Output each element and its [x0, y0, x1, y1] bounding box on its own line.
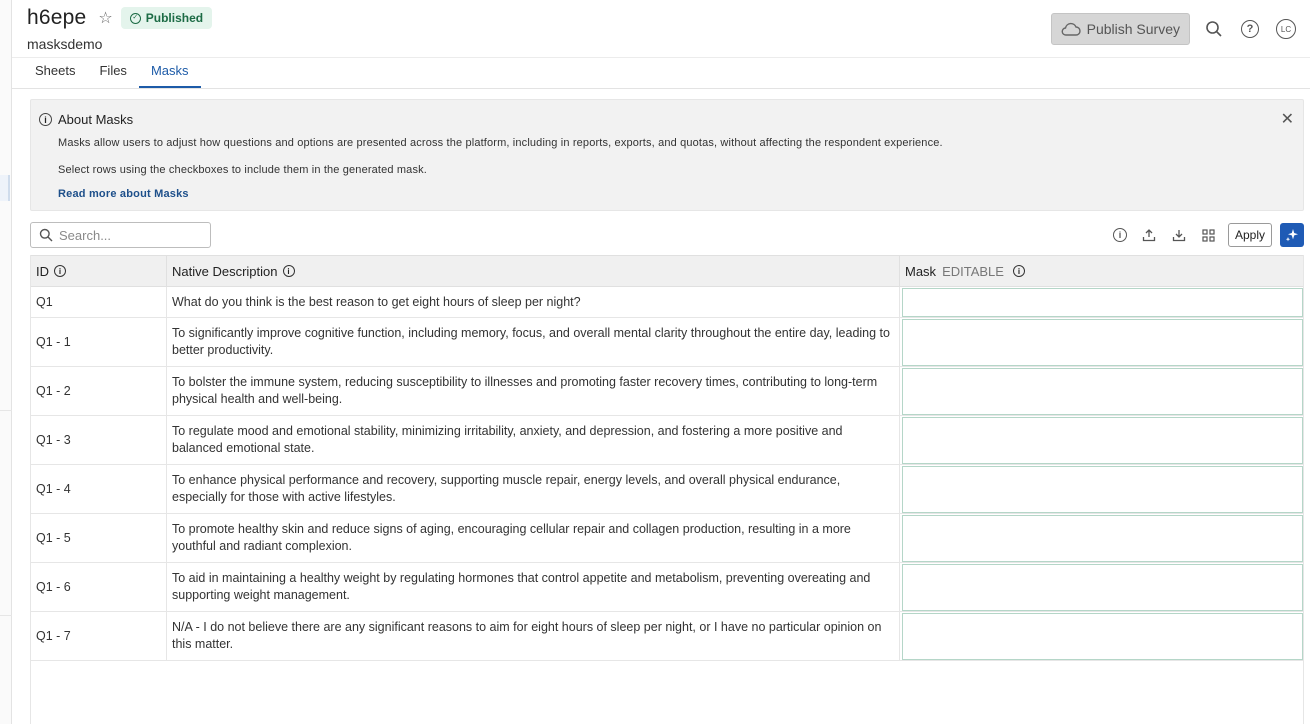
table-row[interactable]: [31, 563, 1303, 612]
about-masks-text: Masks allow users to adjust how questions and options are presented across the platform, including in reports, exports, and quotas, without affecting the respondent experience.: [58, 137, 943, 149]
avatar[interactable]: LC: [1274, 17, 1298, 41]
row-id: Q1 - 1: [31, 318, 167, 366]
grid-view-icon[interactable]: [1198, 224, 1220, 246]
row-id: Q1 - 5: [31, 514, 167, 562]
row-description: To enhance physical performance and recovery, supporting muscle repair, energy levels, and overall physical endurance, especially for those with active lifestyles.: [167, 465, 900, 513]
row-id: Q1 - 7: [31, 612, 167, 660]
rail-active-marker: [0, 175, 10, 201]
table-row[interactable]: [31, 416, 1303, 465]
table-row[interactable]: [31, 514, 1303, 563]
search-box: [30, 222, 211, 248]
mask-input-cell[interactable]: [902, 417, 1303, 464]
tab-sheets[interactable]: Sheets: [35, 63, 76, 78]
editable-tag: EDITABLE: [942, 263, 1004, 279]
mask-input-cell[interactable]: [902, 564, 1303, 611]
status-badge-label: Published: [145, 11, 204, 25]
about-masks-title: [39, 112, 133, 127]
row-id: Q1 - 4: [31, 465, 167, 513]
table-row[interactable]: [31, 465, 1303, 514]
col-header-id-label: ID: [36, 263, 49, 279]
download-icon[interactable]: [1168, 224, 1190, 246]
about-masks-hint: Select rows using the checkboxes to include them in the generated mask.: [58, 164, 427, 176]
col-header-mask[interactable]: [900, 256, 1303, 286]
mask-input-cell[interactable]: [902, 515, 1303, 562]
info-icon[interactable]: i: [283, 265, 295, 277]
search-input[interactable]: [59, 228, 199, 243]
col-header-id[interactable]: [31, 256, 167, 286]
grid-tools: [1108, 222, 1304, 248]
project-name: masksdemo: [27, 36, 103, 52]
row-description: To regulate mood and emotional stability, minimizing irritability, anxiety, and depression, and fostering a more positive and balanced emotional state.: [167, 416, 900, 464]
row-description: N/A - I do not believe there are any significant reasons to aim for eight hours of sleep per night, or I have no particular opinion on this matter.: [167, 612, 900, 660]
row-id: Q1 - 3: [31, 416, 167, 464]
star-icon[interactable]: ☆: [98, 10, 113, 27]
publish-survey-button[interactable]: [1051, 13, 1190, 45]
row-description: To promote healthy skin and reduce signs of aging, encouraging cellular repair and collagen production, resulting in a more youthful and radiant complexion.: [167, 514, 900, 562]
survey-title: h6epe: [27, 6, 87, 29]
apply-button[interactable]: Apply: [1228, 223, 1272, 247]
info-icon[interactable]: i: [1108, 224, 1130, 246]
upload-icon[interactable]: [1138, 224, 1160, 246]
row-id: Q1: [31, 287, 167, 317]
table-row[interactable]: [31, 318, 1303, 367]
rail-divider: [0, 410, 12, 411]
cloud-icon: [1061, 22, 1081, 36]
read-more-link[interactable]: Read more about Masks: [58, 188, 189, 200]
tab-masks[interactable]: Masks: [139, 58, 201, 88]
title-row: [27, 6, 212, 30]
left-rail: [0, 0, 12, 724]
masks-grid: [30, 255, 1304, 724]
row-description: To aid in maintaining a healthy weight by regulating hormones that control appetite and metabolism, preventing overeating and supporting weight management.: [167, 563, 900, 611]
about-masks-title-text: About Masks: [58, 112, 134, 127]
info-icon: i: [39, 113, 52, 126]
grid-header: [31, 255, 1303, 287]
table-row[interactable]: [31, 367, 1303, 416]
mask-input-cell[interactable]: [902, 466, 1303, 513]
table-row[interactable]: [31, 287, 1303, 318]
row-id: Q1 - 6: [31, 563, 167, 611]
mask-input-cell[interactable]: [902, 368, 1303, 415]
mask-input-cell[interactable]: [902, 613, 1303, 660]
status-badge: [121, 7, 212, 29]
search-icon[interactable]: [1202, 17, 1226, 41]
close-icon[interactable]: ✕: [1280, 111, 1294, 128]
col-header-description-label: Native Description: [172, 263, 278, 279]
tab-files[interactable]: Files: [99, 63, 127, 78]
row-description: To significantly improve cognitive function, including memory, focus, and overall mental clarity throughout the entire day, leading to better productivity.: [167, 318, 900, 366]
sparkle-icon[interactable]: [1280, 223, 1304, 247]
about-masks-panel: [30, 99, 1304, 211]
row-id: Q1 - 2: [31, 367, 167, 415]
row-description: To bolster the immune system, reducing susceptibility to illnesses and promoting faster recovery times, contributing to long-term physical health and well-being.: [167, 367, 900, 415]
table-row[interactable]: [31, 612, 1303, 661]
grid-toolbar: [30, 222, 1304, 248]
tab-bar: [12, 58, 1310, 89]
publish-survey-label: Publish Survey: [1086, 21, 1180, 37]
col-header-mask-label: Mask: [905, 263, 937, 279]
info-icon[interactable]: i: [1013, 265, 1025, 277]
row-description: What do you think is the best reason to get eight hours of sleep per night?: [167, 287, 900, 317]
rail-divider: [0, 615, 12, 616]
search-icon: [39, 228, 53, 242]
mask-input-cell[interactable]: [902, 319, 1303, 366]
info-icon[interactable]: i: [54, 265, 66, 277]
mask-input-cell[interactable]: [902, 288, 1303, 317]
check-circle-icon: ✓: [130, 13, 141, 24]
col-header-description[interactable]: [167, 256, 900, 286]
page-header: [12, 0, 1310, 58]
help-icon[interactable]: ?: [1238, 17, 1262, 41]
top-actions: [1051, 13, 1298, 45]
